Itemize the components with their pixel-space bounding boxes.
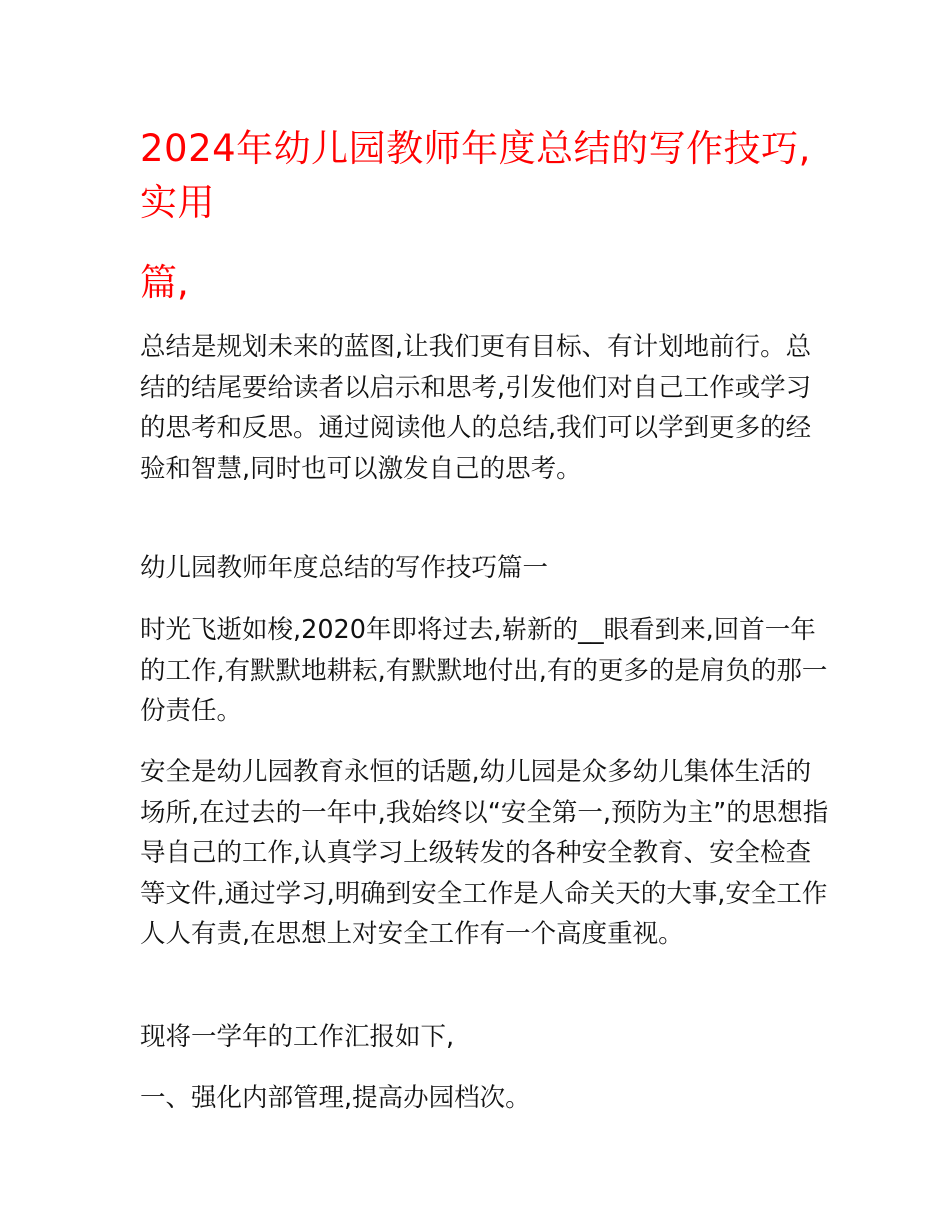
opening-paragraph: 时光飞逝如梭,2020年即将过去,崭新的__眼看到来,回首一年的工作,有默默地耕耘,有默默地付出,有的更多的是肩负的那一份责任。 xyxy=(140,615,828,726)
report-intro-paragraph: 现将一学年的工作汇报如下, xyxy=(140,1022,455,1052)
document-title: 2024年幼儿园教师年度总结的写作技巧,实用 xyxy=(140,127,811,224)
intro-paragraph: 总结是规划未来的蓝图,让我们更有目标、有计划地前行。总结的结尾要给读者以启示和思考,引发他们对自己工作或学习的思考和反思。通过阅读他人的总结,我们可以学到更多的经验和智慧,同时也可以激发自己的思考。 xyxy=(140,332,812,484)
section-heading: 幼儿园教师年度总结的写作技巧篇一 xyxy=(140,553,549,583)
document-subtitle: 篇, xyxy=(140,261,189,304)
section-one-heading: 一、强化内部管理,提高办园档次。 xyxy=(140,1083,531,1113)
safety-paragraph: 安全是幼儿园教育永恒的话题,幼儿园是众多幼儿集体生活的场所,在过去的一年中,我始终以“安全第一,预防为主”的思想指导自己的工作,认真学习上级转发的各种安全教育、安全检查等文件,通过学习,明确到安全工作是人命关天的大事,安全工作人人有责,在思想上对安全工作有一个高度重视。 xyxy=(140,757,829,949)
